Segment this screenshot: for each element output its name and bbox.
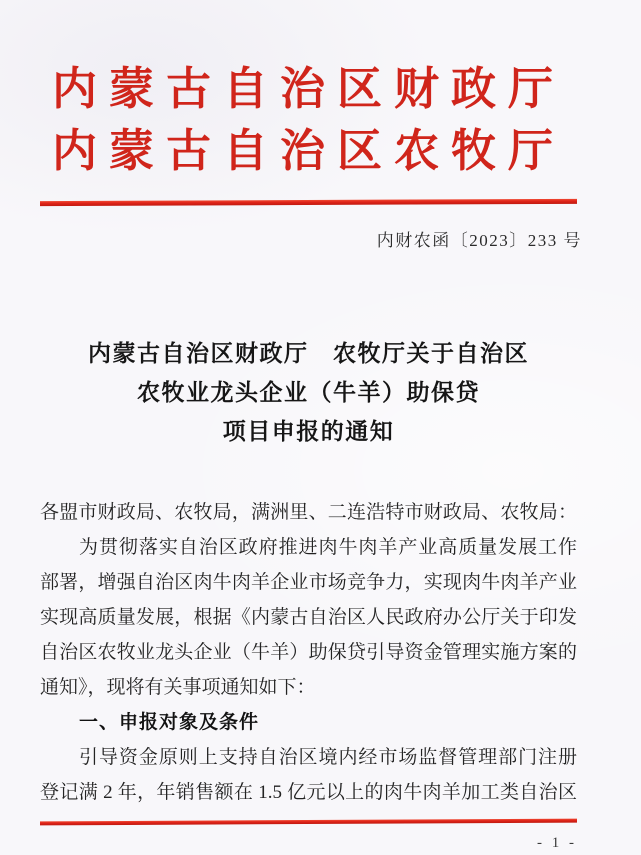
- body-line: 通知》，现将有关事项通知如下：: [40, 677, 316, 698]
- body-line: 登记满 2 年，年销售额在 1.5 亿元以上的肉牛肉羊加工类自治区: [40, 782, 577, 803]
- body-section-heading: 一、申报对象及条件: [79, 712, 260, 733]
- body-line: 部署，增强自治区肉牛肉羊企业市场竞争力，实现肉牛肉羊产业: [40, 572, 577, 593]
- document-body: [40, 495, 577, 810]
- header-divider-line: [40, 199, 577, 206]
- title-line-2: 农牧业龙头企业（牛羊）助保贷: [137, 380, 480, 405]
- document-title: [40, 334, 577, 451]
- document-number: 内财农函〔2023〕233 号: [376, 231, 582, 250]
- body-line: 实现高质量发展，根据《内蒙古自治区人民政府办公厅关于印发: [40, 607, 577, 628]
- footer-divider-line: [40, 819, 577, 826]
- body-line: 自治区农牧业龙头企业（牛羊）助保贷引导资金管理实施方案的: [40, 642, 577, 663]
- body-line: 为贯彻落实自治区政府推进肉牛肉羊产业高质量发展工作: [79, 537, 577, 558]
- letterhead-line-2: 内蒙古自治区农牧厅: [51, 126, 565, 176]
- body-line-salutation: 各盟市财政局、农牧局，满洲里、二连浩特市财政局、农牧局：: [40, 502, 577, 523]
- page-number: - 1 -: [537, 835, 577, 851]
- body-line: 引导资金原则上支持自治区境内经市场监督管理部门注册: [79, 747, 577, 768]
- letterhead-line-1: 内蒙古自治区财政厅: [51, 64, 565, 114]
- title-line-3: 项目申报的通知: [222, 419, 395, 444]
- title-line-1: 内蒙古自治区财政厅 农牧厅关于自治区: [88, 341, 529, 366]
- letterhead: [40, 58, 577, 182]
